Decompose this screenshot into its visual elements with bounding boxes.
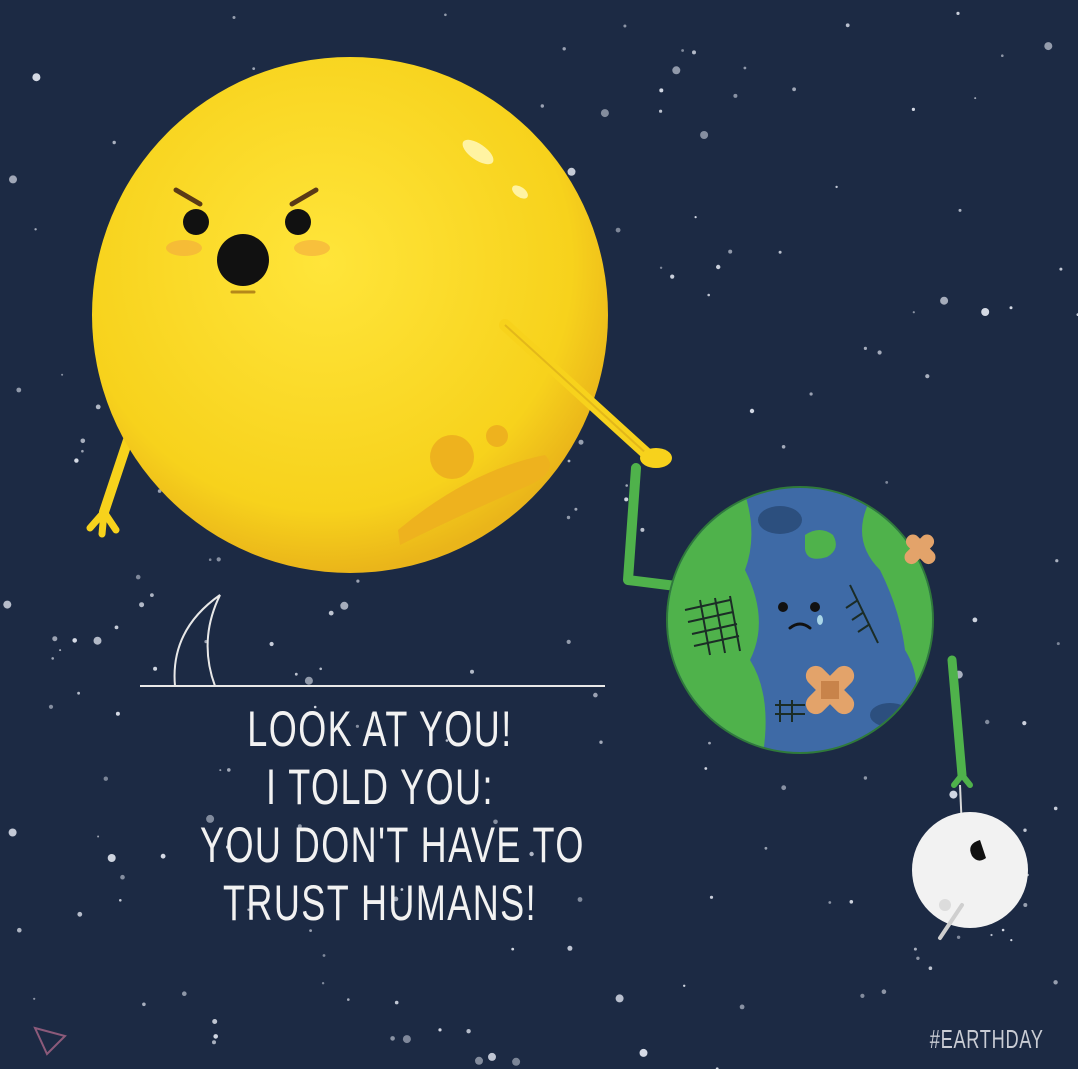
star-icon (985, 720, 989, 724)
star-icon (233, 16, 236, 19)
star-icon (116, 712, 120, 716)
star-icon (212, 1019, 217, 1024)
star-icon (740, 1005, 745, 1010)
star-icon (956, 12, 959, 15)
star-icon (640, 528, 644, 532)
star-icon (61, 374, 63, 376)
star-icon (252, 67, 255, 70)
star-icon (563, 47, 566, 50)
star-icon (347, 998, 350, 1001)
star-icon (990, 934, 992, 936)
star-icon (616, 228, 621, 233)
star-icon (574, 508, 577, 511)
star-icon (488, 1053, 496, 1061)
star-icon (640, 1049, 648, 1057)
star-icon (34, 228, 36, 230)
star-icon (683, 985, 685, 987)
star-icon (403, 1035, 411, 1043)
star-icon (1059, 268, 1062, 271)
star-icon (136, 575, 141, 580)
star-icon (305, 677, 313, 685)
star-icon (438, 1028, 441, 1031)
star-icon (779, 251, 782, 254)
caption-line-1: LOOK AT YOU! (247, 701, 513, 757)
star-icon (781, 785, 786, 790)
star-icon (660, 267, 662, 269)
star-icon (161, 854, 166, 859)
star-icon (692, 50, 696, 54)
star-icon (1001, 54, 1004, 57)
star-icon (512, 1058, 520, 1066)
star-icon (916, 957, 919, 960)
star-icon (329, 611, 334, 616)
star-icon (914, 948, 917, 951)
star-icon (97, 836, 99, 838)
star-icon (567, 640, 571, 644)
caption-line-2: I TOLD YOU: (266, 759, 494, 815)
star-icon (708, 742, 711, 745)
star-icon (182, 991, 187, 996)
star-icon (1023, 829, 1026, 832)
star-icon (33, 998, 35, 1000)
star-icon (601, 109, 609, 117)
star-icon (1002, 929, 1005, 932)
star-icon (765, 847, 768, 850)
star-icon (670, 275, 674, 279)
star-icon (1010, 306, 1013, 309)
star-icon (115, 626, 119, 630)
star-icon (959, 209, 962, 212)
star-icon (728, 250, 732, 254)
star-icon (3, 601, 11, 609)
star-icon (828, 901, 831, 904)
star-icon (782, 445, 786, 449)
star-icon (217, 557, 221, 561)
star-icon (475, 1057, 483, 1065)
star-icon (567, 946, 572, 951)
star-icon (940, 297, 948, 305)
caption-line-4: TRUST HUMANS! (222, 875, 538, 931)
star-icon (94, 637, 102, 645)
star-icon (672, 66, 680, 74)
star-icon (716, 265, 720, 269)
star-icon (659, 88, 663, 92)
star-icon (578, 897, 583, 902)
star-icon (113, 141, 116, 144)
star-icon (864, 347, 867, 350)
star-icon (32, 73, 40, 81)
star-icon (213, 1034, 218, 1039)
star-icon (593, 693, 598, 698)
star-icon (568, 460, 571, 463)
star-icon (340, 602, 348, 610)
star-icon (850, 900, 854, 904)
star-icon (356, 580, 359, 583)
star-icon (792, 87, 796, 91)
star-icon (700, 131, 708, 139)
speech-caption (200, 700, 585, 932)
star-icon (59, 649, 61, 651)
star-icon (860, 994, 864, 998)
star-icon (1054, 807, 1058, 811)
star-icon (96, 405, 101, 410)
star-icon (9, 829, 17, 837)
star-icon (511, 948, 514, 951)
star-icon (77, 912, 82, 917)
star-icon (120, 875, 125, 880)
star-icon (541, 104, 544, 107)
star-icon (119, 899, 122, 902)
star-icon (681, 49, 684, 52)
star-icon (957, 936, 960, 939)
star-icon (104, 777, 108, 781)
star-icon (835, 186, 837, 188)
caption-line-3: YOU DON'T HAVE TO (200, 817, 585, 873)
star-icon (1022, 721, 1026, 725)
star-icon (912, 108, 915, 111)
star-icon (579, 440, 584, 445)
star-icon (810, 392, 813, 395)
star-icon (1010, 939, 1012, 941)
star-icon (733, 94, 737, 98)
star-icon (1057, 642, 1060, 645)
star-icon (395, 1001, 399, 1005)
star-icon (17, 928, 22, 933)
star-icon (707, 294, 710, 297)
star-icon (710, 896, 713, 899)
star-icon (744, 67, 747, 70)
star-icon (470, 670, 474, 674)
star-icon (625, 484, 628, 487)
star-icon (51, 657, 54, 660)
star-icon (72, 638, 77, 643)
star-icon (139, 602, 144, 607)
star-icon (153, 667, 157, 671)
star-icon (885, 481, 888, 484)
sun-mouth (217, 234, 269, 286)
star-icon (319, 668, 322, 671)
star-icon (1044, 42, 1052, 50)
hashtag-label: #EARTHDAY (930, 1024, 1044, 1054)
star-icon (981, 308, 989, 316)
star-icon (659, 110, 662, 113)
star-icon (323, 954, 326, 957)
star-icon (750, 409, 754, 413)
star-icon (929, 966, 933, 970)
star-icon (1023, 903, 1027, 907)
star-icon (142, 1003, 146, 1007)
star-icon (1053, 980, 1057, 984)
star-icon (882, 989, 887, 994)
star-icon (74, 458, 78, 462)
star-icon (466, 1029, 470, 1033)
star-icon (212, 1040, 216, 1044)
moon-body (912, 812, 1028, 928)
star-icon (925, 374, 929, 378)
star-icon (16, 388, 21, 393)
star-icon (322, 982, 324, 984)
star-icon (444, 14, 447, 17)
star-icon (209, 558, 212, 561)
star-icon (52, 636, 57, 641)
star-icon (864, 776, 867, 779)
star-icon (974, 97, 976, 99)
star-icon (81, 439, 86, 444)
star-icon (623, 25, 626, 28)
star-icon (567, 516, 570, 519)
star-icon (973, 618, 978, 623)
star-icon (1055, 559, 1058, 562)
star-icon (599, 741, 602, 744)
star-icon (390, 1036, 395, 1041)
star-icon (913, 311, 915, 313)
star-icon (9, 175, 17, 183)
star-icon (270, 642, 274, 646)
star-icon (616, 994, 624, 1002)
sun-body (92, 57, 608, 573)
star-icon (878, 350, 882, 354)
star-icon (695, 216, 697, 218)
star-icon (295, 673, 298, 676)
star-icon (77, 692, 80, 695)
star-icon (624, 497, 628, 501)
star-icon (108, 854, 116, 862)
star-icon (949, 791, 957, 799)
star-icon (81, 450, 84, 453)
star-icon (846, 23, 850, 27)
star-icon (704, 767, 707, 770)
star-icon (49, 705, 53, 709)
star-icon (150, 593, 154, 597)
star-icon (568, 168, 576, 176)
